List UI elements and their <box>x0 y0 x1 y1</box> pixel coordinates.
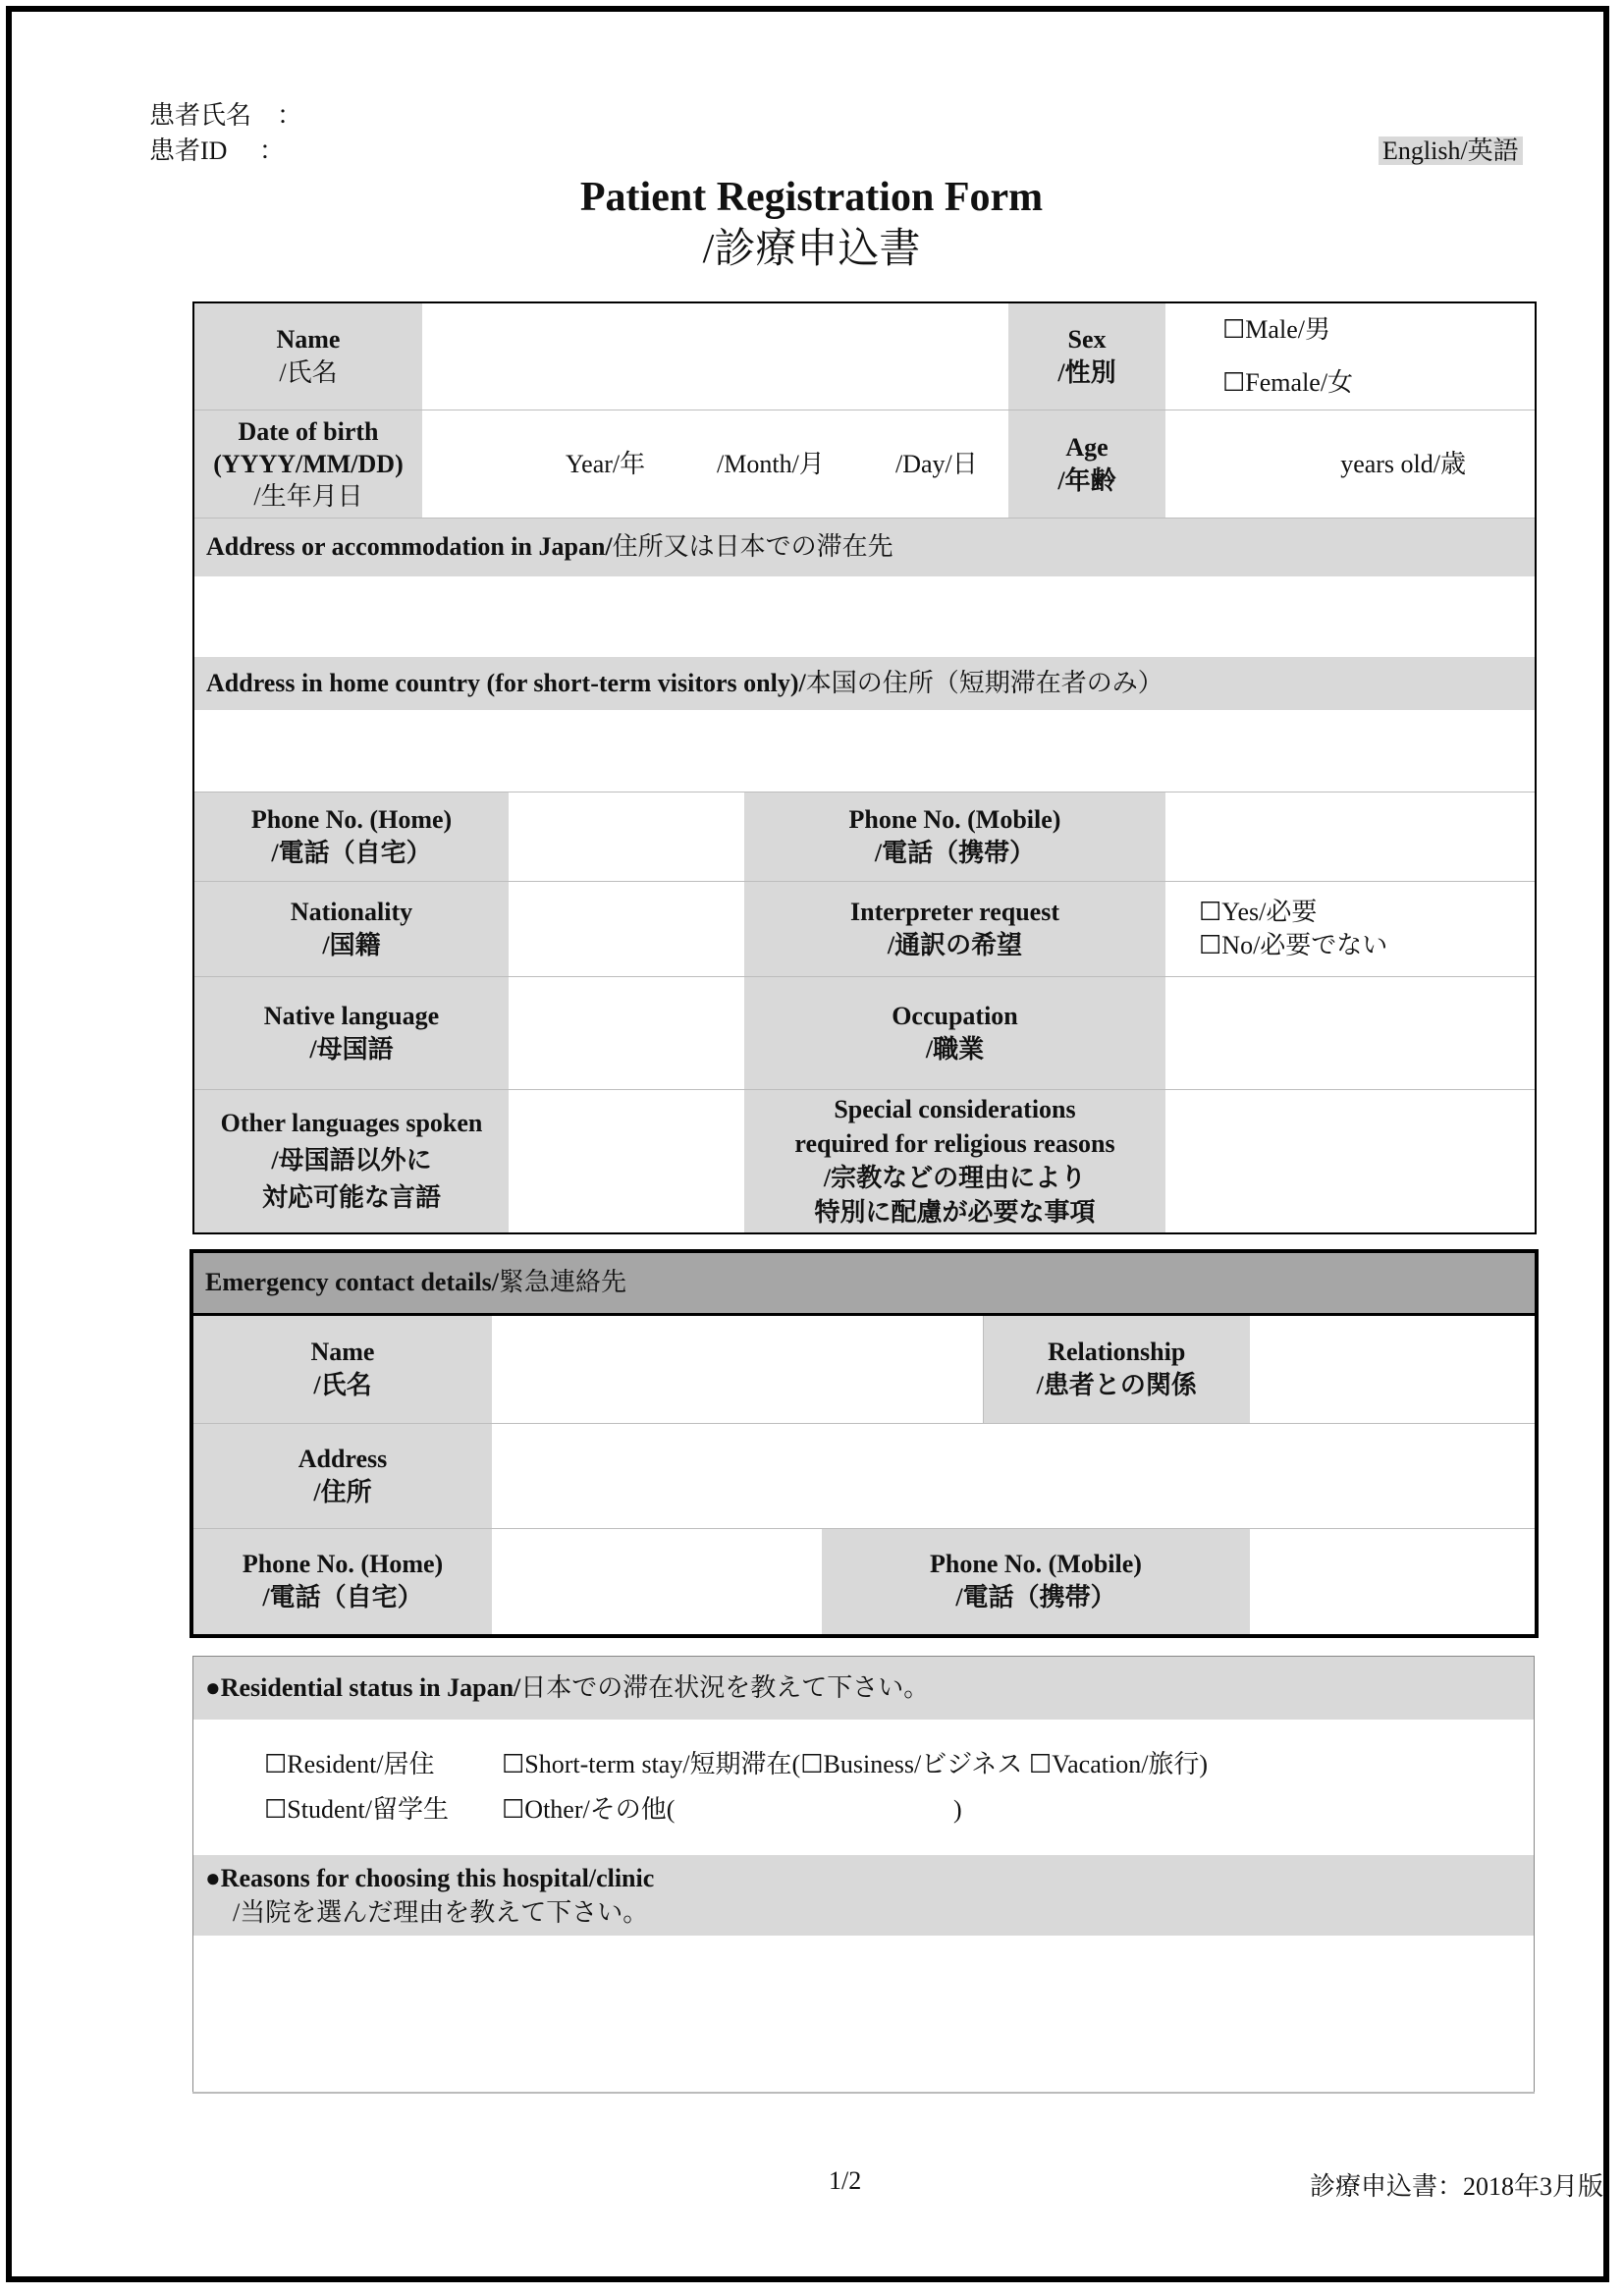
emergency-name-field[interactable] <box>492 1314 983 1423</box>
sex-label: Sex /性別 <box>1008 302 1165 410</box>
nationality-label: Nationality /国籍 <box>193 882 509 977</box>
interpreter-label: Interpreter request /通訳の希望 <box>744 882 1165 977</box>
other-checkbox[interactable]: ☐Other/その他( <box>502 1794 676 1824</box>
phone-home-label: Phone No. (Home) /電話（自宅） <box>193 793 509 882</box>
residential-options <box>193 1720 1535 1855</box>
patient-name-label: 患者氏名 ： <box>149 101 303 130</box>
age-label: Age /年齢 <box>1008 410 1165 519</box>
other-languages-field[interactable] <box>509 1090 744 1233</box>
female-checkbox[interactable]: ☐Female/女 <box>1222 368 1354 397</box>
address-home-field[interactable] <box>193 710 1536 793</box>
dob-field[interactable] <box>422 410 1008 519</box>
reasons-field[interactable] <box>193 1936 1535 2093</box>
emergency-phone-home-field[interactable] <box>492 1528 822 1636</box>
language-badge <box>1379 134 1523 169</box>
relationship-label: Relationship /患者との関係 <box>983 1314 1250 1423</box>
interpreter-yes-checkbox[interactable]: ☐Yes/必要 <box>1199 898 1318 926</box>
day-unit: /Day/日 <box>895 449 978 478</box>
residential-header: ●Residential status in Japan/日本での滞在状況を教えて下さい。 <box>193 1657 1535 1720</box>
emergency-address-field[interactable] <box>492 1423 1537 1528</box>
year-unit: Year/年 <box>566 449 646 478</box>
address-japan-field[interactable] <box>193 576 1536 657</box>
page-subtitle: /診療申込書 <box>702 227 921 272</box>
edition-note: 診療申込書：2018年3月版 <box>1310 2172 1604 2201</box>
phone-mobile-field[interactable] <box>1165 793 1536 882</box>
nationality-field[interactable] <box>509 882 744 977</box>
emergency-phone-home-label: Phone No. (Home) /電話（自宅） <box>191 1528 492 1636</box>
other-languages-label: Other languages spoken /母国語以外に 対応可能な言語 <box>193 1090 509 1233</box>
emergency-phone-mobile-label: Phone No. (Mobile) /電話（携帯） <box>822 1528 1250 1636</box>
other-close-paren: ) <box>953 1794 962 1824</box>
sex-options <box>1165 302 1536 410</box>
short-term-checkbox[interactable]: ☐Short-term stay/短期滞在(☐Business/ビジネス ☐Vacation/旅行) <box>502 1749 1209 1778</box>
special-considerations-label: Special considerations required for religious reasons /宗教などの理由により 特別に配慮が必要な事項 <box>744 1090 1165 1233</box>
emergency-address-label: Address /住所 <box>191 1423 492 1528</box>
native-language-label: Native language /母国語 <box>193 977 509 1090</box>
language-badge-text: English/英語 <box>1379 137 1523 165</box>
page-title: Patient Registration Form <box>579 175 1044 220</box>
interpreter-options <box>1165 882 1536 977</box>
student-checkbox[interactable]: ☐Student/留学生 <box>264 1794 449 1824</box>
relationship-field[interactable] <box>1250 1314 1537 1423</box>
emergency-name-label: Name /氏名 <box>191 1314 492 1423</box>
address-japan-header: Address or accommodation in Japan/住所又は日本での滞在先 <box>193 519 1536 576</box>
emergency-header: Emergency contact details/緊急連絡先 <box>191 1251 1537 1314</box>
age-field[interactable] <box>1165 410 1536 519</box>
resident-checkbox[interactable]: ☐Resident/居住 <box>264 1749 435 1778</box>
years-old-unit: years old/歳 <box>1340 449 1466 478</box>
phone-home-field[interactable] <box>509 793 744 882</box>
name-field[interactable] <box>422 302 1008 410</box>
residential-status-table <box>192 1656 1535 2094</box>
male-checkbox[interactable]: ☐Male/男 <box>1222 315 1330 344</box>
emergency-contact-table <box>189 1249 1539 1638</box>
dob-label: Date of birth (YYYY/MM/DD) /生年月日 <box>193 410 422 519</box>
month-unit: /Month/月 <box>717 449 825 478</box>
interpreter-no-checkbox[interactable]: ☐No/必要でない <box>1199 931 1388 959</box>
patient-info-table <box>192 301 1537 1234</box>
native-language-field[interactable] <box>509 977 744 1090</box>
special-considerations-field[interactable] <box>1165 1090 1536 1233</box>
reasons-header: ●Reasons for choosing this hospital/clinic /当院を選んだ理由を教えて下さい。 <box>193 1855 1535 1936</box>
phone-mobile-label: Phone No. (Mobile) /電話（携帯） <box>744 793 1165 882</box>
emergency-phone-mobile-field[interactable] <box>1250 1528 1537 1636</box>
page-number: 1/2 <box>829 2166 862 2195</box>
occupation-field[interactable] <box>1165 977 1536 1090</box>
name-label: Name /氏名 <box>193 302 422 410</box>
patient-id-label: 患者ID ： <box>149 137 285 165</box>
address-home-header: Address in home country (for short-term visitors only)/本国の住所（短期滞在者のみ） <box>193 657 1536 710</box>
occupation-label: Occupation /職業 <box>744 977 1165 1090</box>
